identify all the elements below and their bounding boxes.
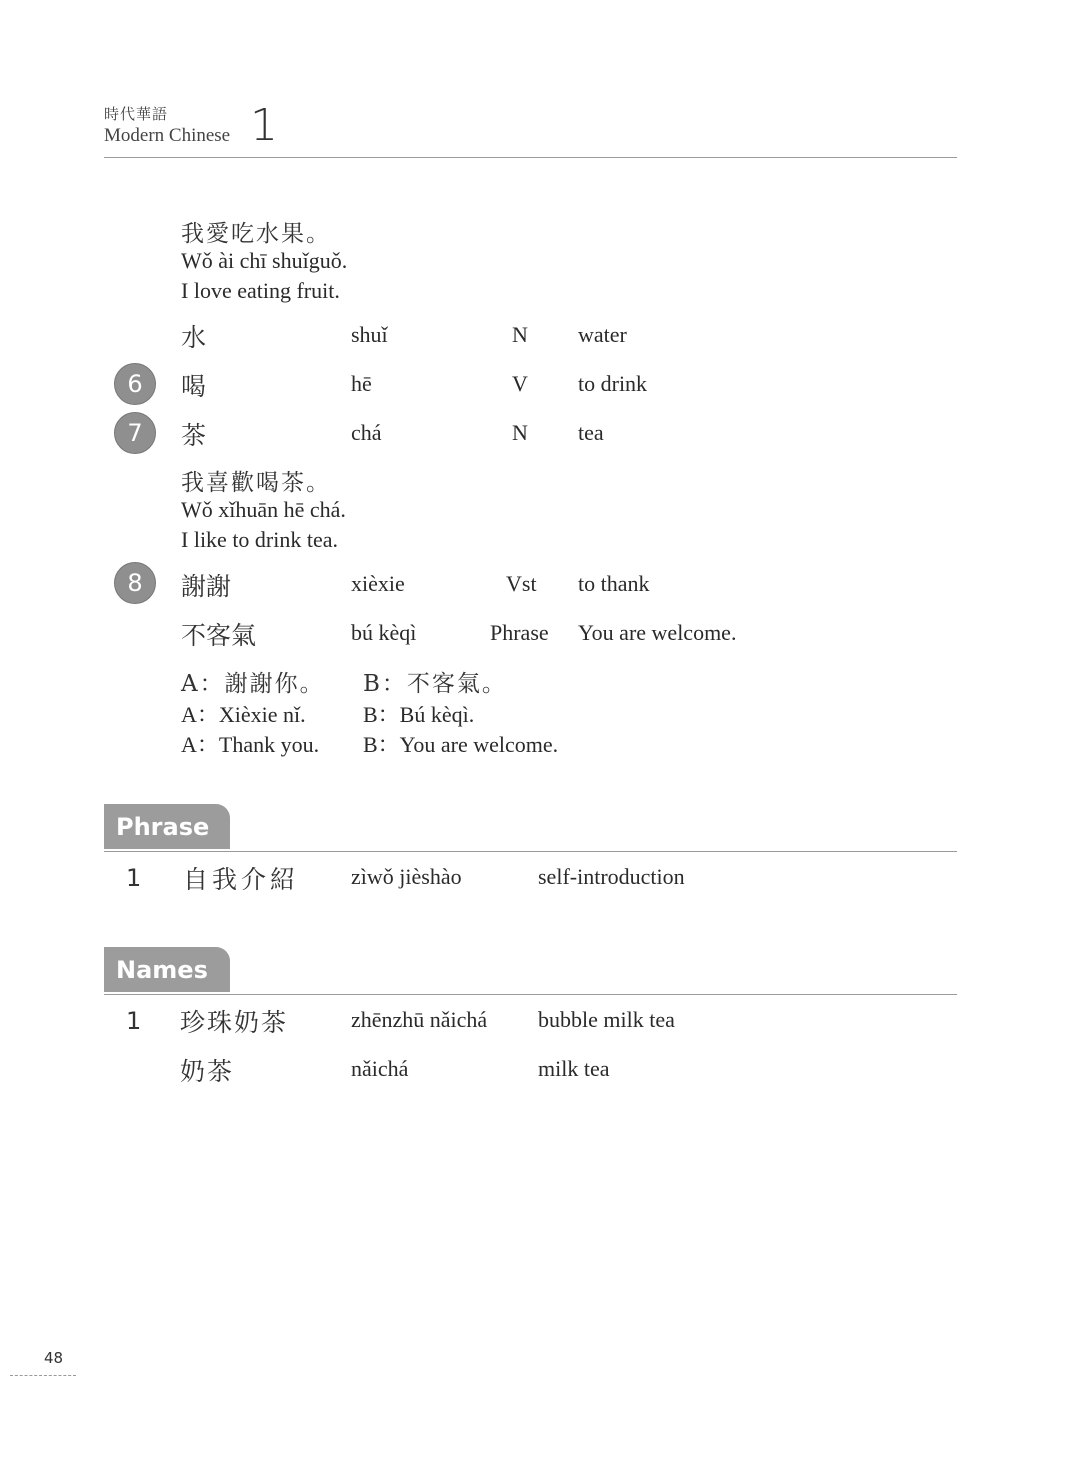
- names-section-tab: Names: [104, 947, 230, 992]
- name-meaning: milk tea: [538, 1056, 610, 1081]
- vocab-part-of-speech: N: [512, 420, 528, 445]
- vocab-part-of-speech: N: [512, 322, 528, 347]
- phrase-section-tab: Phrase: [104, 804, 230, 849]
- example-sentence-english: I love eating fruit.: [181, 278, 340, 303]
- vocab-part-of-speech: V: [512, 371, 528, 396]
- example-sentence-chinese: 我喜歡喝茶。: [181, 470, 331, 496]
- example-sentence-chinese: 我愛吃水果。: [181, 221, 331, 247]
- vocab-number-badge: 7: [114, 412, 156, 454]
- name-meaning: bubble milk tea: [538, 1007, 675, 1032]
- page-number: 48: [44, 1349, 64, 1367]
- dialogue-a-pinyin: A：Xièxie nǐ.: [181, 702, 306, 727]
- dialogue-a-chinese: A：謝謝你。: [181, 671, 325, 697]
- volume-number: 1: [250, 100, 278, 151]
- vocab-hanzi: 謝謝: [181, 572, 232, 601]
- vocab-pinyin: shuǐ: [351, 322, 388, 347]
- vocab-pinyin: hē: [351, 371, 372, 396]
- vocab-meaning: tea: [578, 420, 604, 445]
- book-title-english: Modern Chinese: [104, 125, 231, 146]
- vocab-hanzi: 不客氣: [181, 621, 257, 650]
- page-number-rule: [10, 1375, 76, 1376]
- example-sentence-english: I like to drink tea.: [181, 527, 339, 552]
- dialogue-b-chinese: B：不客氣。: [363, 671, 507, 697]
- vocab-pinyin: bú kèqì: [351, 620, 417, 645]
- vocab-number-badge: 6: [114, 363, 156, 405]
- vocab-hanzi: 茶: [181, 421, 207, 450]
- phrase-item-number: 1: [126, 864, 142, 892]
- name-pinyin: zhēnzhū nǎichá: [351, 1007, 488, 1032]
- vocab-pinyin: chá: [351, 420, 382, 445]
- header-rule: [104, 157, 957, 158]
- name-hanzi: 奶茶: [180, 1057, 235, 1086]
- vocab-hanzi: 喝: [181, 372, 207, 401]
- book-title-chinese: 時代華語: [104, 105, 169, 123]
- name-item-number: 1: [126, 1007, 142, 1035]
- phrase-pinyin: zìwǒ jièshào: [351, 864, 462, 889]
- vocab-meaning: to thank: [578, 571, 650, 596]
- example-sentence-pinyin: Wǒ ài chī shuǐguǒ.: [181, 248, 348, 273]
- vocab-part-of-speech: Phrase: [490, 620, 549, 645]
- vocab-part-of-speech: Vst: [506, 571, 537, 596]
- example-sentence-pinyin: Wǒ xǐhuān hē chá.: [181, 497, 346, 522]
- names-section-rule: [104, 994, 957, 995]
- name-pinyin: nǎichá: [351, 1056, 409, 1081]
- vocab-meaning: water: [578, 322, 627, 347]
- dialogue-b-english: B：You are welcome.: [363, 732, 559, 757]
- phrase-hanzi: 自我介紹: [183, 865, 300, 894]
- vocab-number-badge: 8: [114, 562, 156, 604]
- dialogue-b-pinyin: B：Bú kèqì.: [363, 702, 475, 727]
- name-hanzi: 珍珠奶茶: [180, 1008, 289, 1037]
- phrase-meaning: self-introduction: [538, 864, 685, 889]
- vocab-pinyin: xièxie: [351, 571, 405, 596]
- vocab-hanzi: 水: [181, 323, 207, 352]
- vocab-meaning: to drink: [578, 371, 648, 396]
- vocab-meaning: You are welcome.: [578, 620, 737, 645]
- dialogue-a-english: A：Thank you.: [181, 732, 320, 757]
- phrase-section-rule: [104, 851, 957, 852]
